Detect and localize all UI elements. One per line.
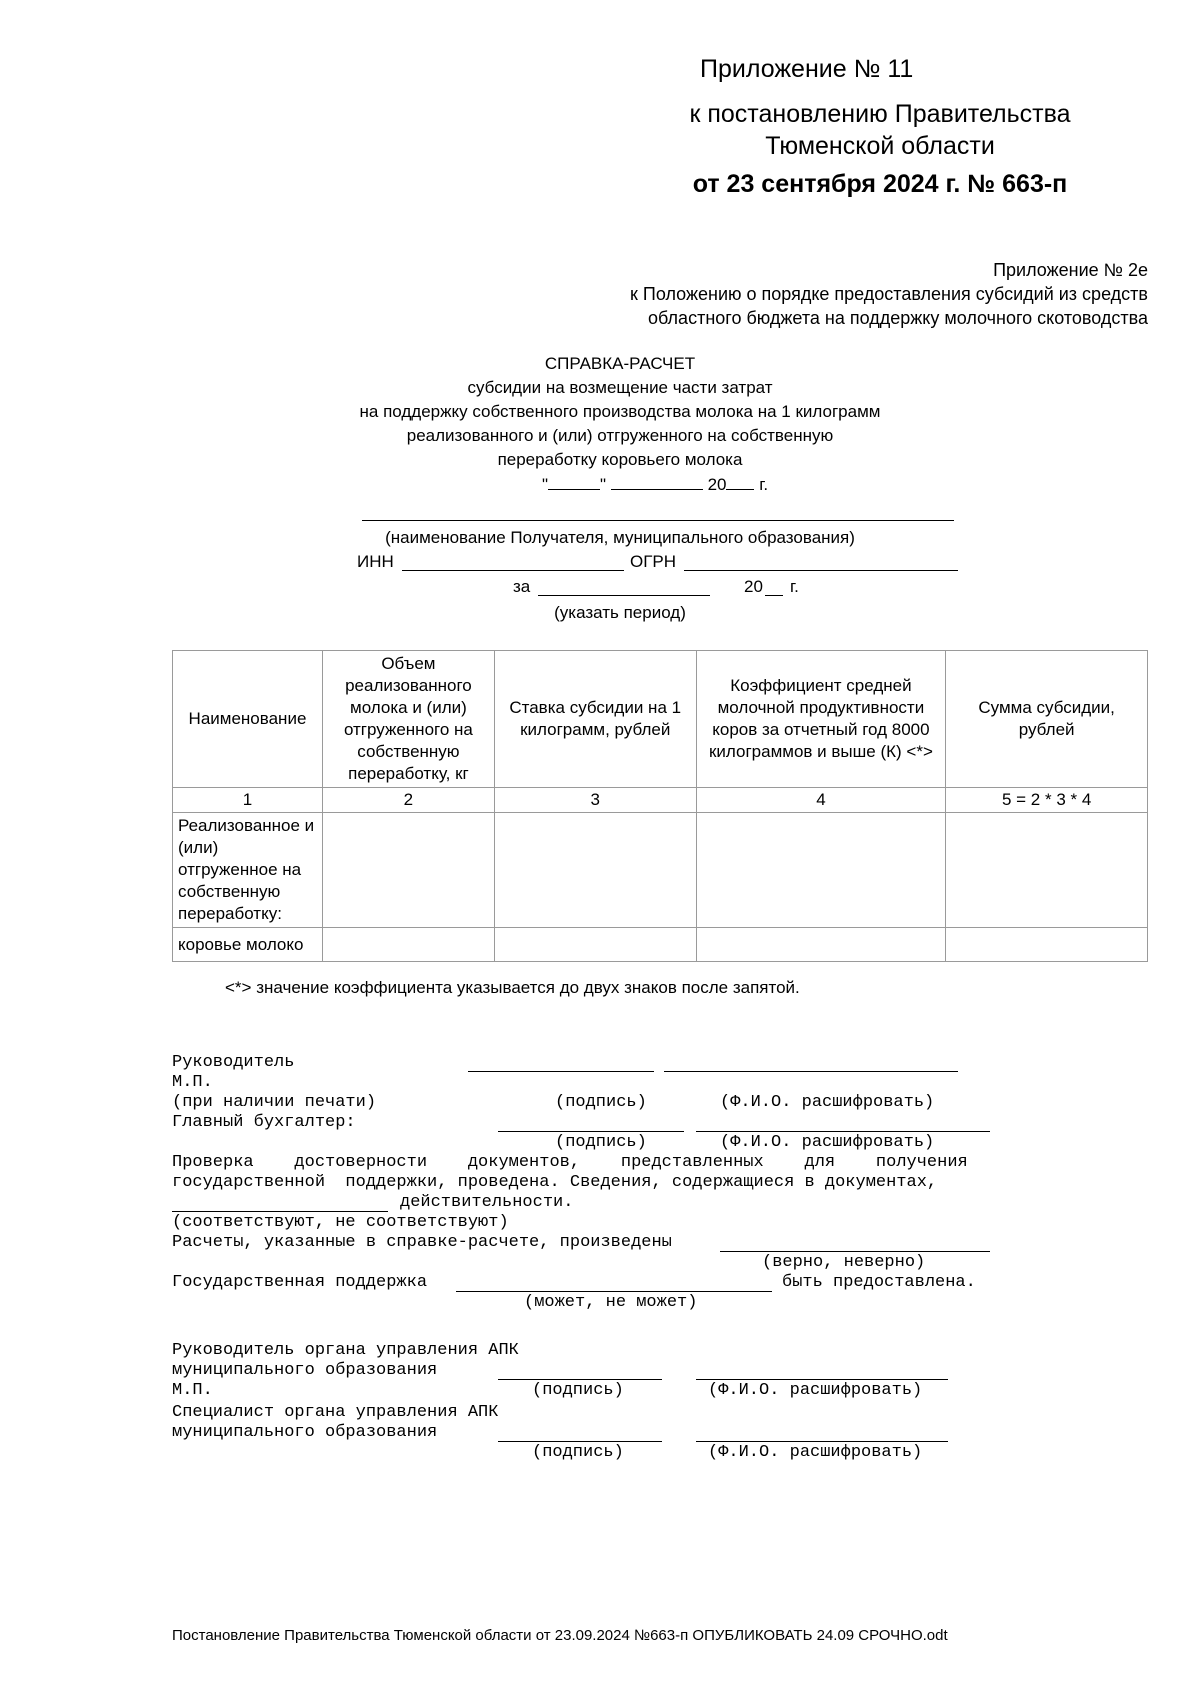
column-number: 2 [322, 788, 494, 813]
apk-specialist-name-caption: (Ф.И.О. расшифровать) [708, 1443, 923, 1462]
table-cell[interactable] [946, 813, 1148, 928]
date-suffix: г. [759, 475, 769, 494]
period-field[interactable] [538, 595, 710, 596]
head-name-caption: (Ф.И.О. расшифровать) [720, 1093, 935, 1112]
recipient-name-field[interactable] [362, 520, 954, 521]
table-cell[interactable] [696, 928, 946, 962]
sub-appendix-title: Приложение № 2е [993, 260, 1148, 280]
column-number: 1 [173, 788, 323, 813]
support-result-field[interactable] [456, 1291, 772, 1292]
accountant-signature-caption: (подпись) [555, 1133, 647, 1152]
sub-appendix-line-2: областного бюджета на поддержку молочного скотоводства [648, 308, 1148, 328]
decree-reference [640, 98, 1120, 162]
verification-text-2: государственной поддержки, проведена. Сведения, содержащиеся в документах, [172, 1173, 938, 1192]
accountant-name-caption: (Ф.И.О. расшифровать) [720, 1133, 935, 1152]
stamp-note: (при наличии печати) [172, 1093, 377, 1112]
apk-head-label-2: муниципального образования [172, 1361, 438, 1380]
apk-head-signature-field[interactable] [498, 1379, 662, 1380]
stamp-label: М.П. [172, 1073, 213, 1092]
table-cell[interactable] [322, 928, 494, 962]
chief-accountant-label: Главный бухгалтер: [172, 1113, 356, 1132]
header-volume: Объем реализованного молока и (или) отгруженного на собственную переработку, кг [322, 651, 494, 788]
coefficient-footnote: <*> значение коэффициента указывается до двух знаков после запятой. [225, 978, 800, 997]
calc-result-field[interactable] [720, 1251, 990, 1252]
header-name: Наименование [173, 651, 323, 788]
period-caption: (указать период) [554, 603, 686, 622]
calc-text: Расчеты, указанные в справке-расчете, произведены [172, 1233, 672, 1252]
table-cell[interactable] [322, 813, 494, 928]
verification-caption: (соответствуют, не соответствуют) [172, 1213, 509, 1232]
period-year-field[interactable] [765, 595, 783, 596]
date-day-field[interactable] [548, 489, 600, 490]
row-label-sold-milk: Реализованное и (или) отгруженное на собственную переработку: [173, 813, 323, 928]
verification-text-3: действительности. [400, 1193, 574, 1212]
header-coefficient: Коэффициент средней молочной продуктивности коров за отчетный год 8000 килограммов и выше (К) <*> [696, 651, 946, 788]
column-number: 5 = 2 * 3 * 4 [946, 788, 1148, 813]
column-number: 4 [696, 788, 946, 813]
apk-head-signature-caption: (подпись) [532, 1381, 624, 1400]
support-text: Государственная поддержка [172, 1273, 428, 1292]
apk-specialist-signature-field[interactable] [498, 1441, 662, 1442]
table-cell[interactable] [696, 813, 946, 928]
appendix-title: Приложение № 11 [700, 55, 914, 83]
table-cell[interactable] [946, 928, 1148, 962]
apk-specialist-label-1: Специалист органа управления АПК [172, 1403, 499, 1422]
ogrn-label: ОГРН [630, 552, 677, 571]
head-name-field[interactable] [664, 1071, 958, 1072]
recipient-caption: (наименование Получателя, муниципального образования) [385, 528, 855, 547]
verification-result-field[interactable] [172, 1211, 388, 1212]
header-rate: Ставка субсидии на 1 килограмм, рублей [494, 651, 696, 788]
document-footer: Постановление Правительства Тюменской области от 23.09.2024 №663-п ОПУБЛИКОВАТЬ 24.09 СРОЧНО.odt [172, 1627, 948, 1644]
calculation-table [172, 650, 1148, 962]
apk-head-name-field[interactable] [696, 1379, 948, 1380]
date-open-quote: " [542, 475, 549, 494]
table-row [173, 813, 1148, 928]
support-caption: (может, не может) [524, 1293, 698, 1312]
date-year-prefix: 20 [707, 475, 727, 494]
title-main: СПРАВКА-РАСЧЕТ [544, 354, 696, 373]
calc-caption: (верно, неверно) [762, 1253, 926, 1272]
table-header-row [173, 651, 1148, 788]
date-year-field[interactable] [726, 489, 754, 490]
head-signature-caption: (подпись) [555, 1093, 647, 1112]
sub-appendix-line-1: к Положению о порядке предоставления субсидий из средств [630, 284, 1148, 304]
ogrn-field[interactable] [684, 570, 958, 571]
accountant-signature-field[interactable] [498, 1131, 684, 1132]
title-date [542, 475, 768, 495]
table-cell[interactable] [494, 928, 696, 962]
sub-appendix [448, 258, 1148, 330]
title-line-1: субсидии на возмещение части затрат [467, 378, 773, 397]
column-number: 3 [494, 788, 696, 813]
title-line-2: на поддержку собственного производства молока на 1 килограмм [359, 402, 881, 421]
inn-field[interactable] [402, 570, 624, 571]
title-line-4: переработку коровьего молока [497, 450, 743, 469]
decree-line-2: Тюменской области [765, 132, 995, 160]
inn-label: ИНН [357, 552, 394, 571]
apk-head-name-caption: (Ф.И.О. расшифровать) [708, 1381, 923, 1400]
apk-head-label-1: Руководитель органа управления АПК [172, 1341, 519, 1360]
period-suffix: г. [790, 577, 799, 596]
decree-line-1: к постановлению Правительства [689, 100, 1071, 128]
table-numbering-row [173, 788, 1148, 813]
table-row [173, 928, 1148, 962]
document-title [170, 352, 1070, 472]
apk-specialist-signature-caption: (подпись) [532, 1443, 624, 1462]
title-line-3: реализованного и (или) отгруженного на собственную [406, 426, 834, 445]
head-label: Руководитель [172, 1053, 295, 1072]
period-label: за [513, 577, 531, 596]
date-month-field[interactable] [611, 489, 703, 490]
header-subsidy-sum: Сумма субсидии, рублей [946, 651, 1148, 788]
apk-stamp-label: М.П. [172, 1381, 213, 1400]
apk-specialist-label-2: муниципального образования [172, 1423, 438, 1442]
verification-text-1: Проверка достоверности документов, представленных для получения [172, 1153, 968, 1172]
row-label-cow-milk: коровье молоко [173, 928, 323, 962]
support-text-end: быть предоставлена. [782, 1273, 976, 1292]
apk-specialist-name-field[interactable] [696, 1441, 948, 1442]
accountant-name-field[interactable] [696, 1131, 990, 1132]
head-signature-field[interactable] [468, 1071, 654, 1072]
decree-date: от 23 сентября 2024 г. № 663-п [692, 170, 1068, 198]
period-year-prefix: 20 [744, 577, 763, 596]
table-cell[interactable] [494, 813, 696, 928]
date-close-quote: " [600, 475, 607, 494]
